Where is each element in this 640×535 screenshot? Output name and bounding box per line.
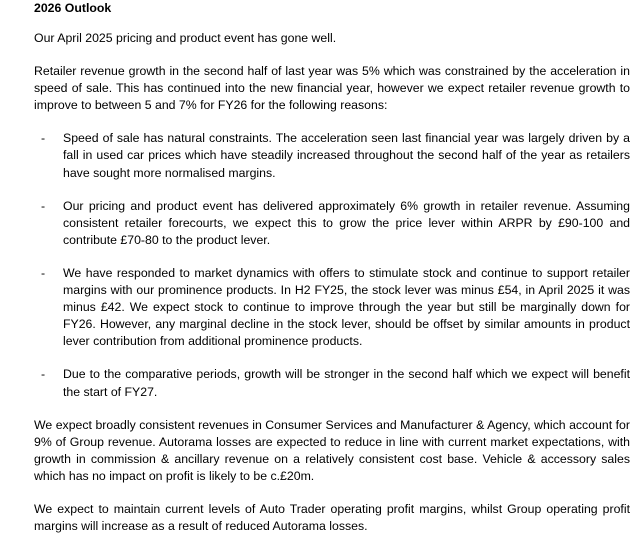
intro-paragraph: Our April 2025 pricing and product event has gone well. <box>34 31 337 45</box>
bullet-dash: - <box>41 265 46 280</box>
bullet-dash: - <box>41 131 46 146</box>
document-body <box>34 0 630 535</box>
bullet-dash: - <box>41 198 46 213</box>
list-item-text: We have responded to market dynamics with offers to stimulate stock and continue to support retailer margins with our prominence products. In H2 FY25, the stock lever was minus £54, in April 2025 it was minus £42. We expect stock to continue to improve through the year but still be marginally down for FY26. However, any marginal decline in the stock lever, should be offset by similar amounts in product lever contribution from additional prominence products. <box>63 265 630 349</box>
list-item <box>34 265 630 350</box>
list-item-text: Speed of sale has natural constraints. The acceleration seen last financial year was largely driven by a fall in used car prices which have steadily increased throughout the second half of the year as retailers have sought more normalised margins. <box>63 131 630 180</box>
list-item-text: Due to the comparative periods, growth will be stronger in the second half which we expect will benefit the start of FY27. <box>63 367 630 399</box>
reasons-list <box>34 130 630 400</box>
list-item <box>34 130 630 181</box>
list-item <box>34 366 630 400</box>
list-item-text: Our pricing and product event has delivered approximately 6% growth in retailer revenue. Assuming consistent retailer forecourts, we expect this to grow the price lever within ARPR by £90-100 and contribute £70-80 to the product lever. <box>63 198 630 247</box>
section-heading: 2026 Outlook <box>34 1 112 15</box>
operating-margins-paragraph: We expect to maintain current levels of Auto Trader operating profit margins, whilst Group operating profit margins will increase as a result of reduced Autorama losses. <box>34 501 630 534</box>
bullet-dash: - <box>41 367 46 382</box>
list-item <box>34 198 630 249</box>
retailer-revenue-paragraph: Retailer revenue growth in the second half of last year was 5% which was constrained by the acceleration in speed of sale. This has continued into the new financial year, however we expect retailer revenue growth to improve to between 5 and 7% for FY26 for the following reasons: <box>34 64 630 113</box>
consumer-services-paragraph: We expect broadly consistent revenues in Consumer Services and Manufacturer & Agency, which account for 9% of Group revenue. Autorama losses are expected to reduce in line with current market expectations, with growth in commission & ancillary revenue on a relatively consistent cost base. Vehicle & accessory sales which has no impact on profit is likely to be c.£20m. <box>34 417 630 483</box>
